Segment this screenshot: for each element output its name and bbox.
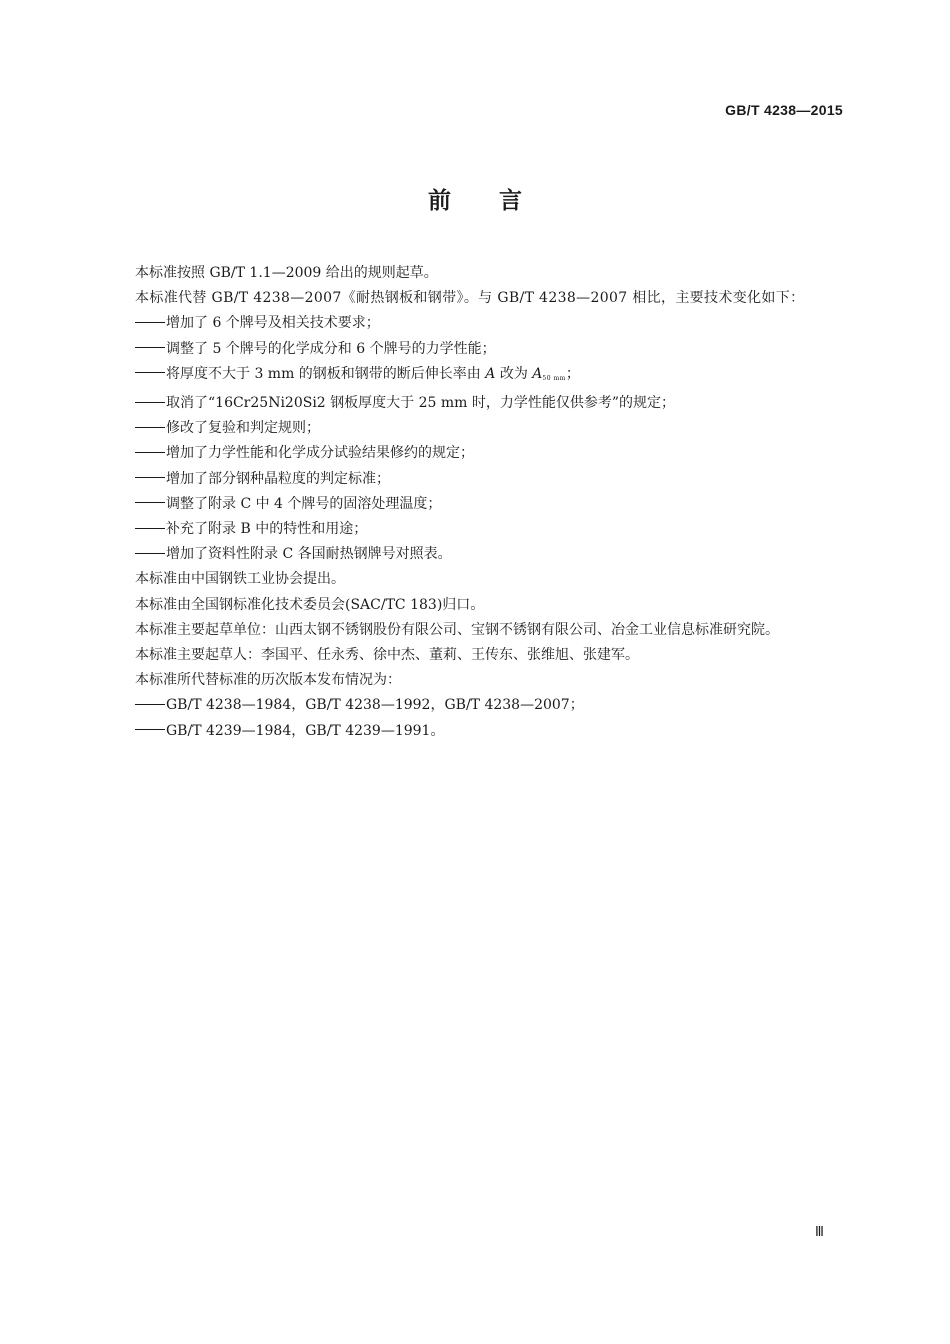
dash-mark	[135, 427, 165, 428]
change-item	[107, 391, 843, 416]
history-text: GB/T 4238—1984，GB/T 4238—1992，GB/T 4238—2007；	[166, 697, 584, 714]
change-item	[107, 337, 843, 362]
change-text: 增加了资料性附录 C 各国耐热钢牌号对照表。	[166, 546, 452, 563]
page-title: 前言	[428, 188, 570, 214]
dash-mark	[135, 729, 165, 730]
dash-mark	[135, 553, 165, 554]
standard-code: GB/T 4238—2015	[725, 102, 843, 118]
dash-mark	[135, 477, 165, 478]
change-item	[107, 542, 843, 567]
dash-mark	[135, 322, 165, 323]
paragraph-drafting-units: 本标准主要起草单位：山西太钢不锈钢股份有限公司、宝钢不锈钢有限公司、冶金工业信息标准研究院。	[135, 621, 779, 638]
change-item	[107, 416, 843, 441]
subscript-50mm: 50 mm	[542, 374, 566, 382]
dash-mark	[135, 502, 165, 503]
history-item	[107, 693, 843, 718]
symbol-a: A	[485, 365, 496, 382]
history-text: GB/T 4239—1984，GB/T 4239—1991。	[166, 722, 445, 739]
change-text: 调整了 5 个牌号的化学成分和 6 个牌号的力学性能；	[166, 340, 496, 357]
change-text: 增加了力学性能和化学成分试验结果修约的规定；	[166, 445, 474, 462]
change-text: 取消了“16Cr25Ni20Si2 钢板厚度大于 25 mm 时，力学性能仅供参考”的规定；	[166, 395, 676, 412]
change-item	[107, 441, 843, 466]
change-text: 改为	[495, 365, 533, 382]
symbol-a50: A	[532, 365, 543, 382]
change-text: 增加了 6 个牌号及相关技术要求；	[166, 315, 380, 332]
change-text: 修改了复验和判定规则；	[166, 420, 320, 437]
dash-mark	[135, 528, 165, 529]
change-item	[107, 517, 843, 542]
change-text: ；	[565, 365, 580, 382]
change-text: 将厚度不大于 3 mm 的钢板和钢带的断后伸长率由	[166, 365, 486, 382]
page-number: Ⅲ	[815, 1224, 824, 1239]
dash-mark	[135, 372, 165, 373]
change-item	[107, 311, 843, 336]
dash-mark	[135, 402, 165, 403]
change-item	[107, 492, 843, 517]
dash-mark	[135, 452, 165, 453]
paragraph-technical-committee: 本标准由全国钢标准化技术委员会(SAC/TC 183)归口。	[135, 596, 485, 613]
foreword-body	[107, 261, 843, 744]
dash-mark	[135, 347, 165, 348]
change-item	[107, 467, 843, 492]
change-text: 调整了附录 C 中 4 个牌号的固溶处理温度；	[166, 495, 442, 512]
paragraph-history-intro: 本标准所代替标准的历次版本发布情况为：	[135, 672, 401, 689]
paragraph-proposer: 本标准由中国钢铁工业协会提出。	[135, 571, 345, 588]
history-item	[107, 719, 843, 744]
paragraph-drafters: 本标准主要起草人：李国平、任永秀、徐中杰、董莉、王传东、张维旭、张建军。	[135, 647, 639, 664]
dash-mark	[135, 704, 165, 705]
change-item	[107, 362, 843, 391]
change-text: 补充了附录 B 中的特性和用途；	[166, 521, 368, 538]
change-text: 增加了部分钢种晶粒度的判定标准；	[166, 470, 390, 487]
paragraph-drafting-rules: 本标准按照 GB/T 1.1—2009 给出的规则起草。	[135, 265, 438, 281]
paragraph-replacement: 本标准代替 GB/T 4238—2007《耐热钢板和钢带》。与 GB/T 4238—2007 相比，主要技术变化如下：	[135, 290, 805, 307]
